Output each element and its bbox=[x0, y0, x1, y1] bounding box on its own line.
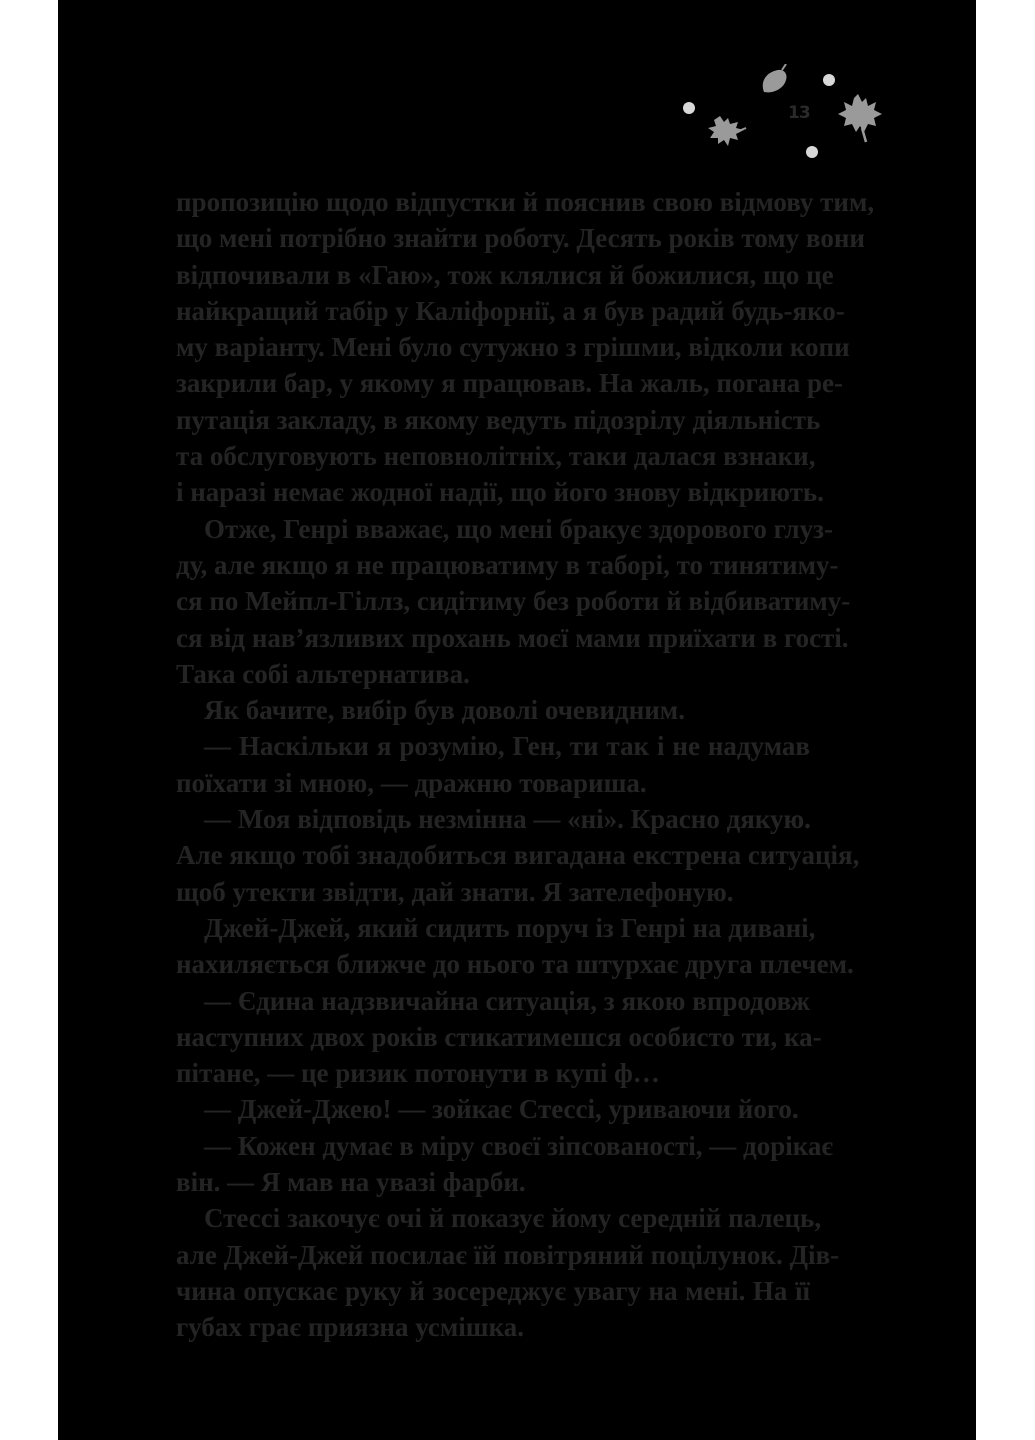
text-line: Як бачите, вибір був доволі очевидним. bbox=[204, 695, 685, 726]
text-line: ся по Мейпл-Гіллз, сидітиму без роботи й відбиватиму- bbox=[176, 586, 851, 617]
body-text bbox=[176, 184, 875, 1346]
text-line: і наразі немає жодної надії, що його знову відкриють. bbox=[176, 477, 824, 508]
text-line: відпочивали в «Гаю», тож клялися й божилися, що це bbox=[176, 259, 834, 290]
text-line: — Єдина надзвичайна ситуація, з якою впродовж bbox=[204, 985, 810, 1016]
text-line: Стессі закочує очі й показує йому середній палець, bbox=[204, 1203, 822, 1234]
book-page bbox=[58, 0, 976, 1440]
maple-leaf-icon bbox=[836, 92, 884, 144]
text-line: він. — Я мав на увазі фарби. bbox=[176, 1167, 526, 1198]
text-line: пропозицію щодо відпустки й пояснив свою відмову тим, bbox=[176, 187, 875, 217]
text-line: закрили бар, у якому я працював. На жаль, погана ре- bbox=[176, 368, 844, 399]
dot-icon bbox=[805, 145, 819, 159]
dot-icon bbox=[822, 73, 836, 87]
text-line: нахиляється ближче до нього та штурхає друга плечем. bbox=[176, 949, 854, 980]
text-line: та обслуговують неповнолітніх, таки далася взнаки, bbox=[176, 441, 816, 472]
text-line: губах грає приязна усмішка. bbox=[176, 1312, 524, 1343]
text-line: — Кожен думає в міру своєї зіпсованості, — дорікає bbox=[204, 1130, 834, 1161]
text-line: Але якщо тобі знадобиться вигадана екстрена ситуація, bbox=[176, 840, 860, 871]
text-line: Джей-Джей, який сидить поруч із Генрі на дивані, bbox=[204, 912, 816, 943]
text-line: пітане, — це ризик потонути в купі ф… bbox=[176, 1058, 660, 1089]
text-line: — Моя відповідь незмінна — «ні». Красно дякую. bbox=[204, 804, 811, 835]
text-line: Отже, Генрі вважає, що мені бракує здорового глуз- bbox=[204, 513, 833, 544]
text-line: наступних двох років стикатимешся особисто ти, ка- bbox=[176, 1021, 822, 1052]
dot-icon bbox=[682, 101, 696, 115]
page-number: 13 bbox=[788, 103, 810, 123]
leaf-icon bbox=[758, 64, 792, 98]
text-line: путація закладу, в якому ведуть підозрілу діяльність bbox=[176, 404, 821, 435]
text-line: — Джей-Джею! — зойкає Стессі, уриваючи його. bbox=[204, 1094, 799, 1125]
text-line: але Джей-Джей посилає їй повітряний поцілунок. Дів- bbox=[176, 1239, 840, 1270]
page-header-ornament bbox=[58, 0, 976, 170]
text-line: щоб утекти звідти, дай знати. Я зателефоную. bbox=[176, 876, 734, 907]
text-line: ся від нав’язливих прохань моєї мами приїхати в гості. bbox=[176, 622, 849, 653]
text-line: чина опускає руку й зосереджує увагу на мені. На її bbox=[176, 1275, 810, 1306]
text-line: що мені потрібно знайти роботу. Десять років тому вони bbox=[176, 223, 865, 254]
text-line: — Наскільки я розумію, Ген, ти так і не надумав bbox=[204, 731, 810, 762]
maple-leaf-icon bbox=[706, 112, 748, 152]
text-line: поїхати зі мною, — дражню товариша. bbox=[176, 767, 647, 798]
text-line: найкращий табір у Каліфорнії, а я був радий будь-яко- bbox=[176, 295, 845, 326]
text-line: Така собі альтернатива. bbox=[176, 658, 470, 689]
text-line: му варіанту. Мені було сутужно з грішми, відколи копи bbox=[176, 332, 850, 363]
text-line: ду, але якщо я не працюватиму в таборі, то тинятиму- bbox=[176, 549, 839, 580]
